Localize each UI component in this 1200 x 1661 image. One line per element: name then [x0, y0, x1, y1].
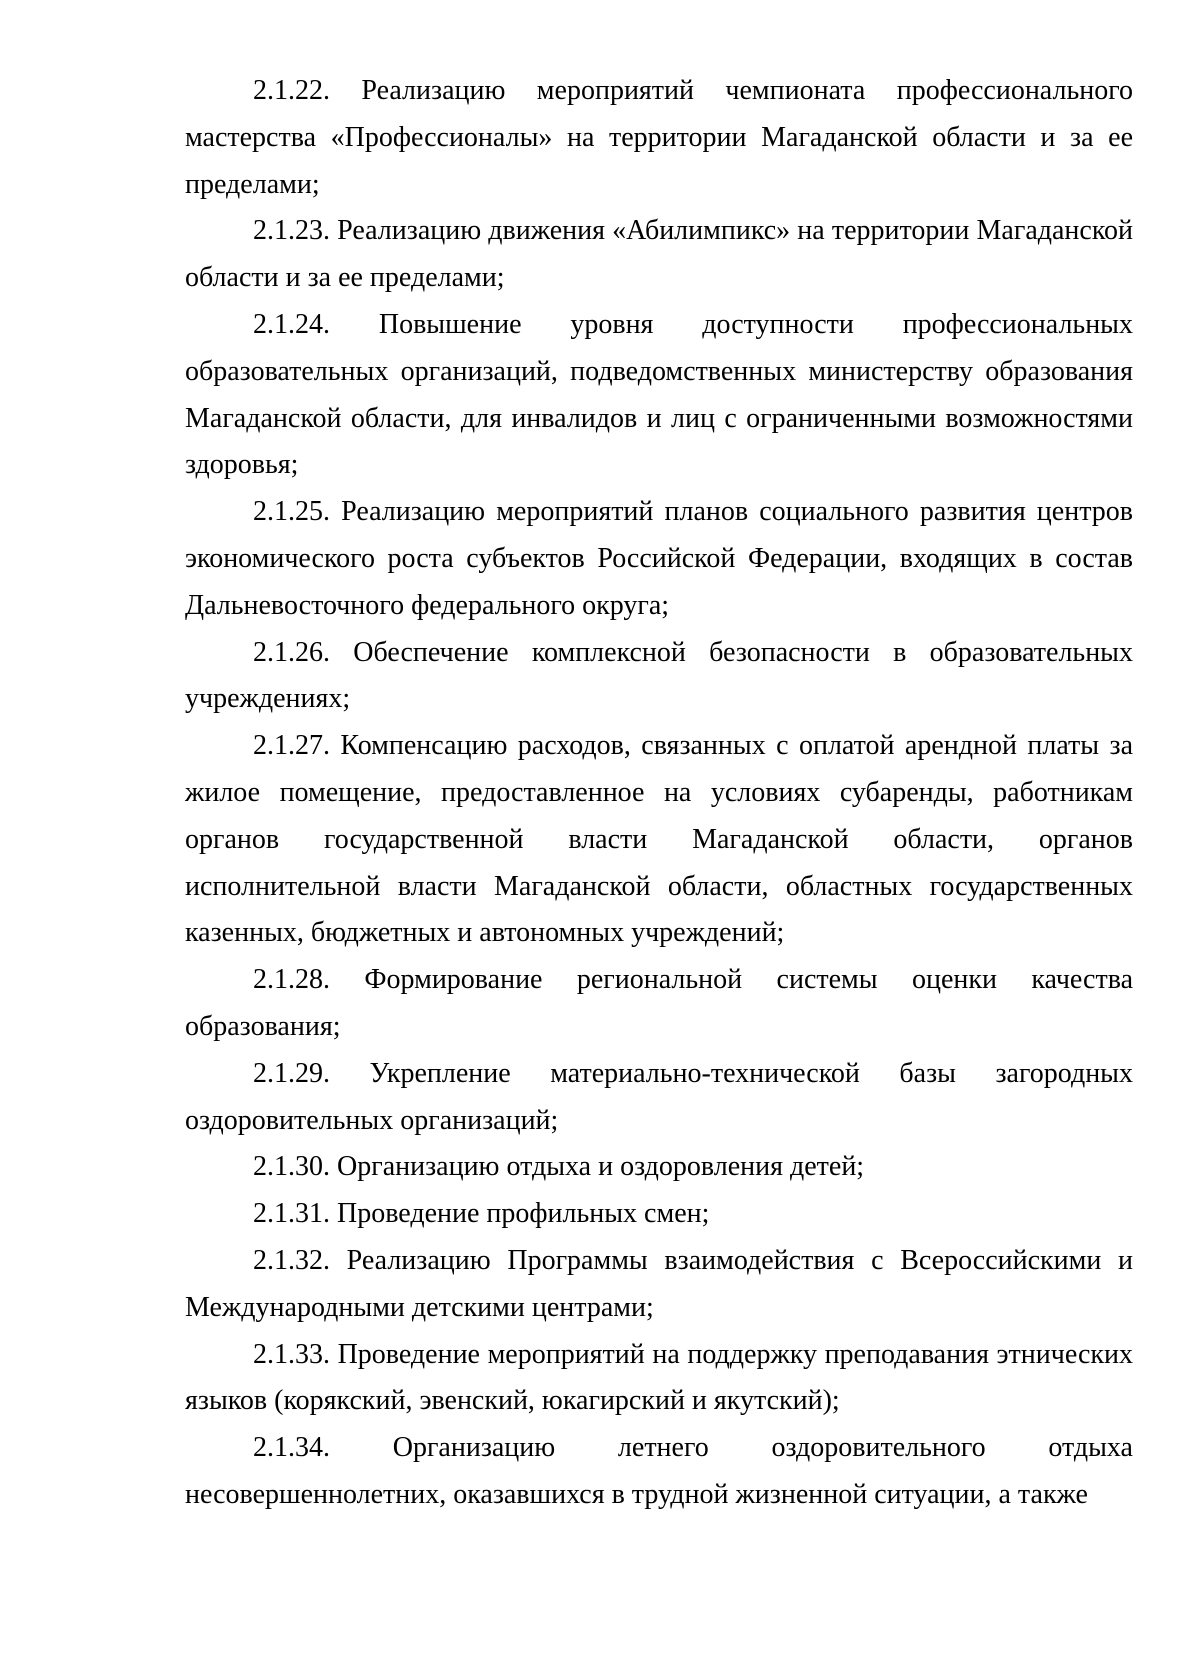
paragraph-2-1-33: 2.1.33. Проведение мероприятий на поддержку преподавания этнических языков (корякский, эвенский, юкагирский и якутский);	[185, 1338, 1133, 1417]
paragraph-2-1-23: 2.1.23. Реализацию движения «Абилимпикс» на территории Магаданской области и за ее пределами;	[185, 215, 1133, 294]
paragraph-2-1-32: 2.1.32. Реализацию Программы взаимодействия с Всероссийскими и Международными детскими центрами;	[185, 1244, 1133, 1323]
paragraph-2-1-30: 2.1.30. Организацию отдыха и оздоровления детей;	[253, 1151, 865, 1183]
paragraph-2-1-27: 2.1.27. Компенсацию расходов, связанных с оплатой арендной платы за жилое помещение, предоставленное на условиях субаренды, работникам органов государственной власти Магаданской области, органов исполнительной власти Магаданской области, областных государственных казенных, бюджетных и автономных учреждений;	[185, 730, 1133, 949]
paragraph-2-1-22: 2.1.22. Реализацию мероприятий чемпионата профессионального мастерства «Профессионалы» на территории Магаданской области и за ее пределами;	[185, 75, 1133, 200]
paragraph-2-1-31: 2.1.31. Проведение профильных смен;	[253, 1198, 710, 1230]
paragraph-2-1-28: 2.1.28. Формирование региональной системы оценки качества образования;	[185, 964, 1133, 1042]
paragraph-2-1-26: 2.1.26. Обеспечение комплексной безопасности в образовательных учреждениях;	[185, 636, 1133, 715]
paragraph-2-1-24: 2.1.24. Повышение уровня доступности профессиональных образовательных организаций, подведомственных министерству образования Магаданской области, для инвалидов и лиц с ограниченными возможностями здоровья;	[185, 308, 1133, 481]
paragraph-2-1-34: 2.1.34. Организацию летнего оздоровительного отдыха несовершеннолетних, оказавшихся в трудной жизненной ситуации, а также	[185, 1432, 1133, 1510]
paragraph-2-1-29: 2.1.29. Укрепление материально-технической базы загородных оздоровительных организаций;	[185, 1057, 1133, 1136]
paragraph-2-1-25: 2.1.25. Реализацию мероприятий планов социального развития центров экономического роста субъектов Российской Федерации, входящих в состав Дальневосточного федерального округа;	[185, 496, 1133, 621]
document-body	[185, 68, 1133, 1519]
